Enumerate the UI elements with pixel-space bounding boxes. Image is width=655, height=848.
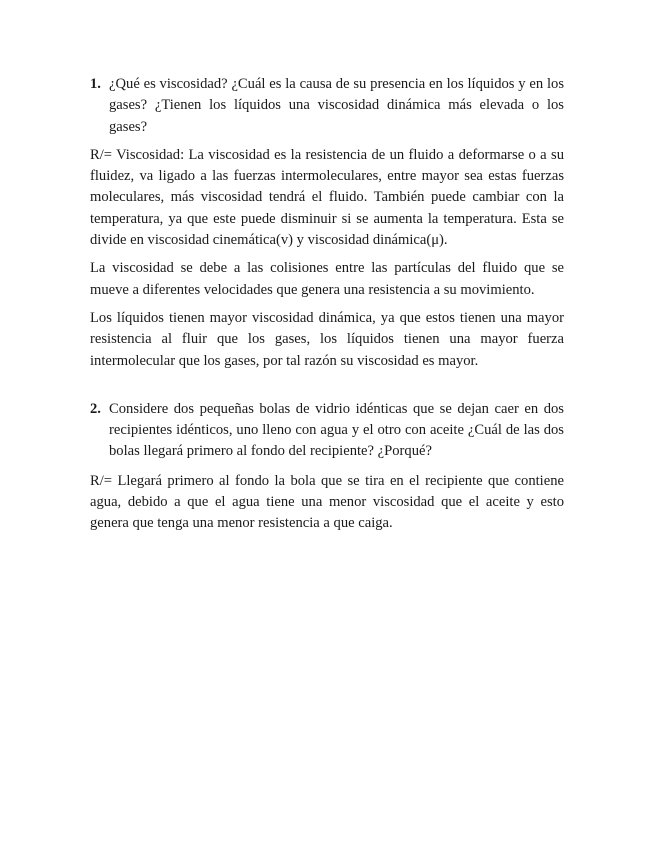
question-2: [90, 399, 564, 463]
answer-1-paragraph-2: La viscosidad se debe a las colisiones entre las partículas del fluido que se mueve a diferentes velocidades que genera una resistencia a su movimiento.: [90, 260, 564, 298]
question-1: [90, 74, 564, 138]
answer-1-paragraph-3: Los líquidos tienen mayor viscosidad dinámica, ya que estos tienen una mayor resistencia al fluir que los gases, los líquidos tienen una mayor fuerza intermolecular que los gases, por tal razón su viscosidad es mayor.: [90, 309, 564, 369]
question-2-block: [90, 399, 564, 535]
question-1-number: 1.: [90, 76, 101, 92]
question-2-text: Considere dos pequeñas bolas de vidrio idénticas que se dejan caer en dos recipientes idénticos, uno lleno con agua y el otro con aceite ¿Cuál de las dos bolas llegará primero al fondo del recipiente? ¿Porqué?: [109, 400, 564, 460]
question-1-text: ¿Qué es viscosidad? ¿Cuál es la causa de su presencia en los líquidos y en los gases? ¿Tienen los líquidos una viscosidad dinámica más elevada o los gases?: [109, 76, 564, 135]
answer-2-paragraph-1: R/= Llegará primero al fondo la bola que se tira en el recipiente que contiene agua, debido a que el agua tiene una menor viscosidad que el aceite y esto genera que tenga una menor resistencia a que caiga.: [90, 472, 564, 532]
question-2-number: 2.: [90, 400, 101, 417]
answer-1-paragraph-1: R/= Viscosidad: La viscosidad es la resistencia de un fluido a deformarse o a su fluidez, va ligado a las fuerzas intermoleculares, entre mayor sea estas fuerzas moleculares, más viscosidad tendrá el fluido. También puede cambiar con la temperatura, ya que este puede disminuir si se aumenta la temperatura. Esta se divide en viscosidad cinemática(v) y viscosidad dinámica(μ).: [90, 146, 564, 249]
document-page: [90, 74, 564, 535]
